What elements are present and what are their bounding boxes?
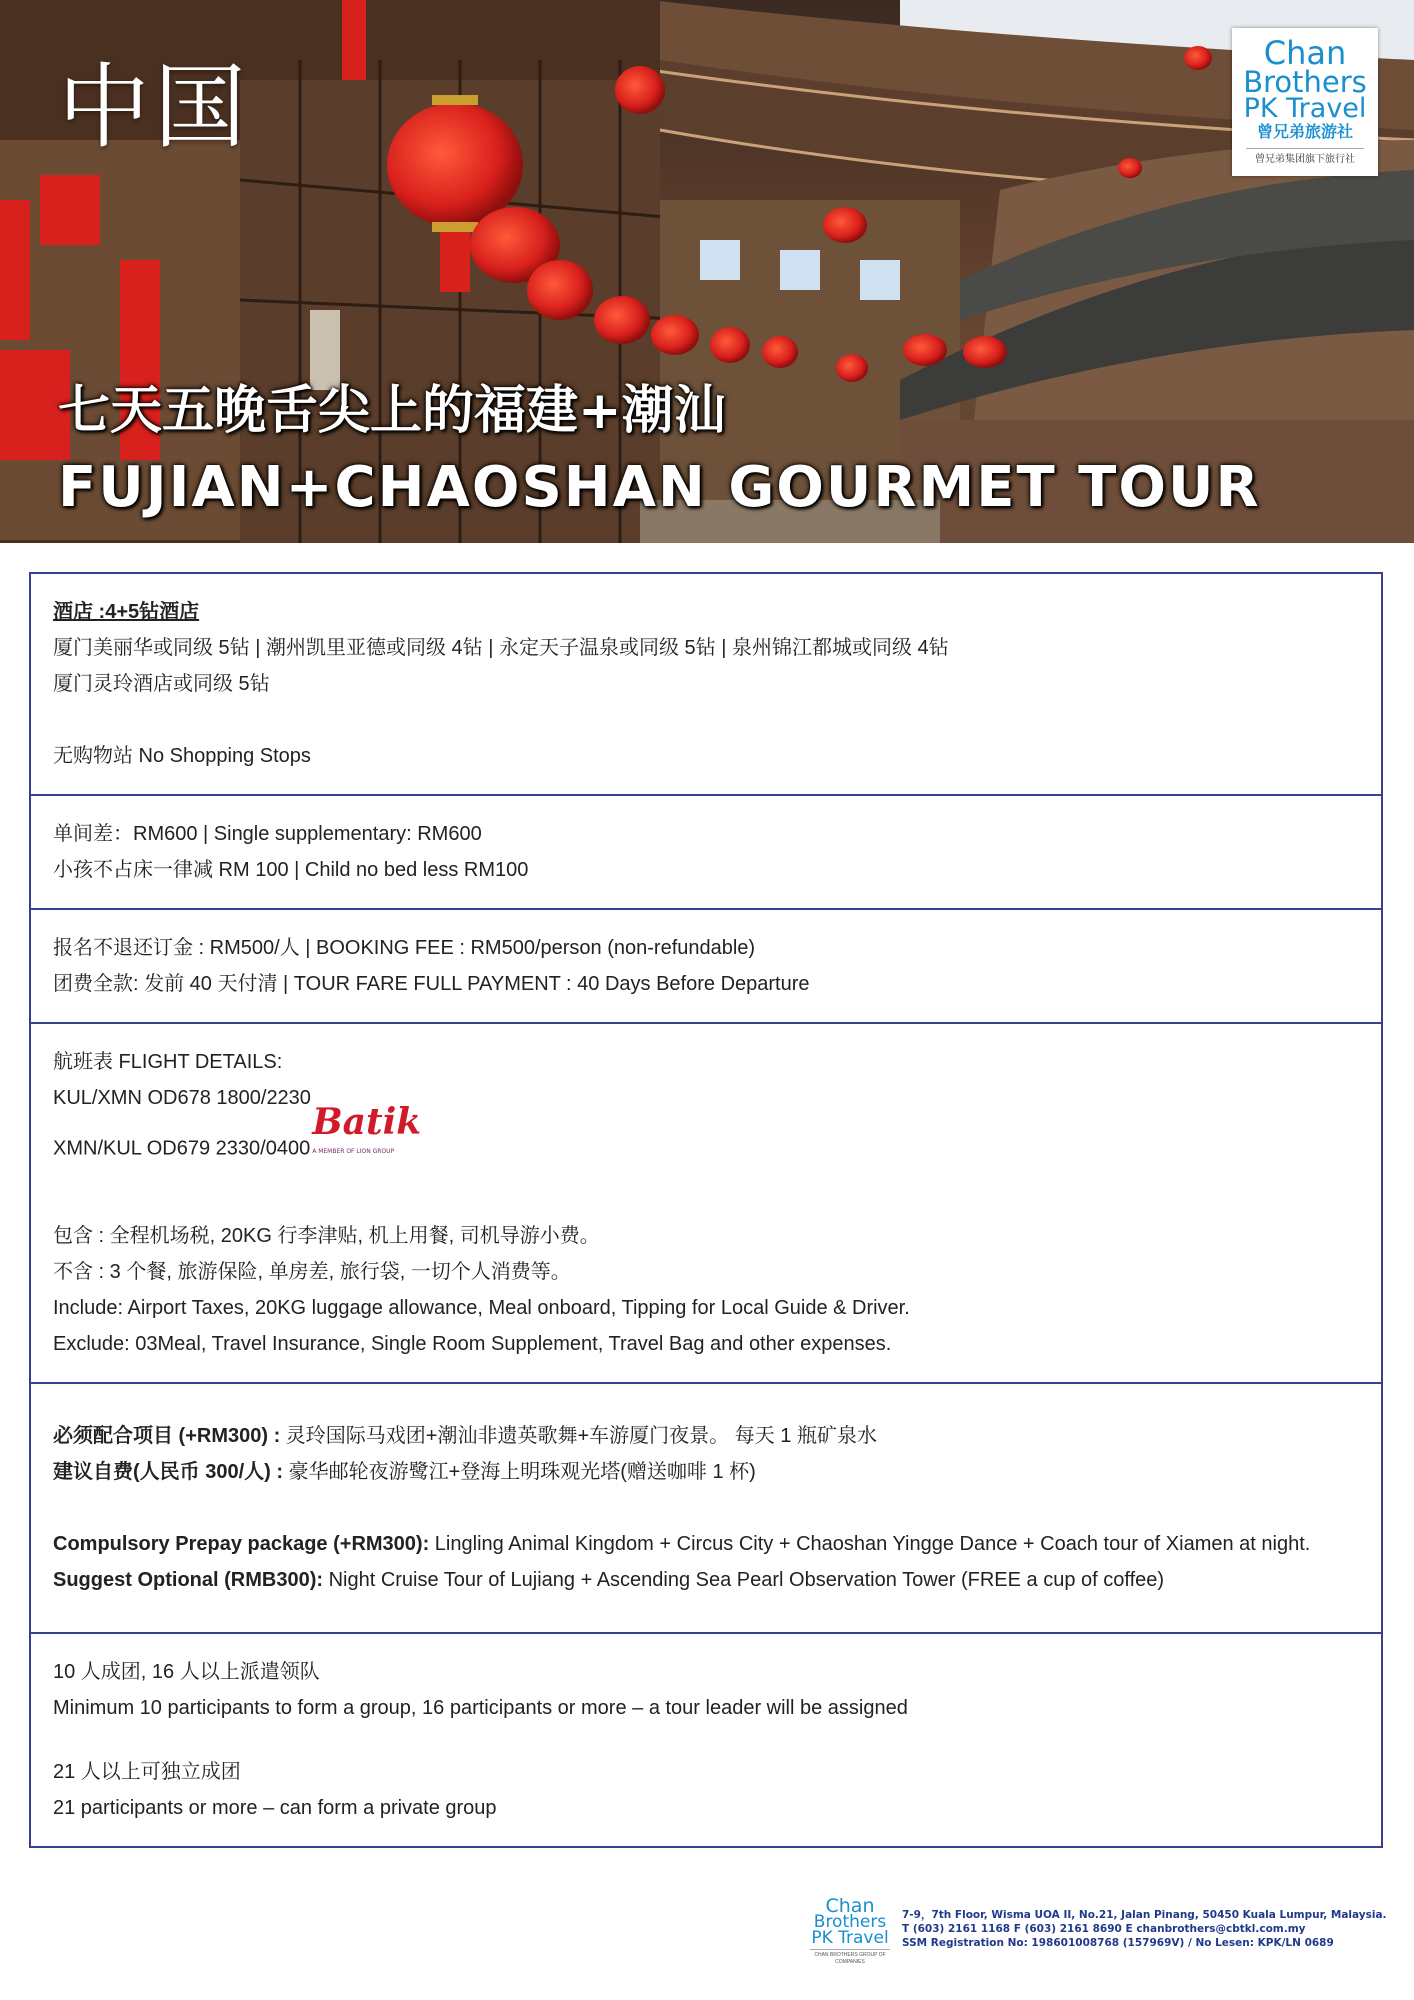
hotel-list-line: 厦门美丽华或同级 5钻 | 潮州凯里亚德或同级 4钻 | 永定天子温泉或同级 5钻 | 泉州锦江都城或同级 4钻 <box>53 637 949 659</box>
group-min-cn: 10 人成团, 16 人以上派遣领队 <box>53 1661 320 1683</box>
exclude-cn: 不含 : 3 个餐, 旅游保险, 单房差, 旅行袋, 一切个人消费等。 <box>53 1261 571 1283</box>
brand-logo <box>1232 28 1378 176</box>
hotel-list-line: 厦门灵玲酒店或同级 5钻 <box>53 673 270 695</box>
hotel-section <box>31 574 1381 796</box>
flight-section <box>31 1024 1381 1384</box>
tour-title-en: FUJIAN+CHAOSHAN GOURMET TOUR <box>58 455 1261 520</box>
private-group-cn: 21 人以上可独立成团 <box>53 1761 241 1783</box>
airline-logo-text: Batik <box>312 1101 422 1143</box>
include-en: Include: Airport Taxes, 20KG luggage allowance, Meal onboard, Tipping for Local Guide & Driver. <box>53 1297 910 1319</box>
footer-logo-line: Brothers <box>813 1912 887 1932</box>
optional-en-text: Night Cruise Tour of Lujiang + Ascending Sea Pearl Observation Tower (FREE a cup of coffee) <box>323 1569 1165 1591</box>
flight-outbound: KUL/XMN OD678 1800/2230 <box>53 1087 311 1109</box>
footer-address: 7-9，7th Floor, Wisma UOA II, No.21, Jalan Pinang, 50450 Kuala Lumpur, Malaysia. <box>902 1909 1387 1921</box>
footer-logo-line: PK Travel <box>811 1928 889 1948</box>
packages-section <box>31 1384 1381 1634</box>
logo-line: Brothers <box>1243 65 1367 99</box>
single-supplement: 单间差：RM600 | Single supplementary: RM600 <box>53 823 482 845</box>
compulsory-en-label: Compulsory Prepay package (+RM300): <box>53 1533 430 1555</box>
full-payment: 团费全款: 发前 40 天付清 | TOUR FARE FULL PAYMENT : 40 Days Before Departure <box>53 973 810 995</box>
optional-cn-label: 建议自费(人民币 300/人) : <box>53 1461 284 1483</box>
flight-heading: 航班表 FLIGHT DETAILS: <box>53 1051 283 1073</box>
booking-fee: 报名不退还订金 : RM500/人 | BOOKING FEE : RM500/person (non-refundable) <box>53 937 756 959</box>
hotel-heading: 酒店 :4+5钻酒店 <box>53 601 200 623</box>
exclude-en: Exclude: 03Meal, Travel Insurance, Single Room Supplement, Travel Bag and other expenses. <box>53 1333 892 1355</box>
compulsory-cn-text: 灵玲国际马戏团+潮汕非遗英歌舞+车游厦门夜景。 每天 1 瓶矿泉水 <box>280 1425 877 1447</box>
child-no-bed: 小孩不占床一律减 RM 100 | Child no bed less RM100 <box>53 859 529 881</box>
tour-title-cn: 七天五晚舌尖上的福建+潮汕 <box>58 381 726 441</box>
country-title: 中国 <box>58 54 251 161</box>
compulsory-cn-label: 必须配合项目 (+RM300) : <box>53 1425 281 1447</box>
airline-logo-sub: A MEMBER OF LION GROUP <box>312 1148 395 1155</box>
logo-line: Chan <box>1263 34 1347 72</box>
group-section <box>31 1634 1381 1846</box>
footer-logo-line: Chan <box>825 1895 875 1917</box>
group-min-en: Minimum 10 participants to form a group, 16 participants or more – a tour leader will be assigned <box>53 1697 908 1719</box>
booking-section <box>31 910 1381 1024</box>
footer-phone-email: T (603) 2161 1168 F (603) 2161 8690 E chanbrothers@cbtkl.com.my <box>902 1923 1306 1935</box>
logo-tagline: 曾兄弟集团旗下旅行社 <box>1246 148 1364 167</box>
optional-cn-text: 豪华邮轮夜游鹭江+登海上明珠观光塔(赠送咖啡 1 杯) <box>283 1461 756 1483</box>
tour-details-box <box>29 572 1383 1848</box>
supplement-section <box>31 796 1381 910</box>
footer-logo-tagline: CHAN BROTHERS GROUP OF COMPANIES <box>810 1949 890 1966</box>
footer-contact <box>902 1908 1387 1950</box>
flight-return: XMN/KUL OD679 2330/0400 <box>53 1137 311 1160</box>
footer-logo <box>810 1895 890 1966</box>
private-group-en: 21 participants or more – can form a private group <box>53 1797 497 1819</box>
footer-registration: SSM Registration No: 198601008768 (157969V) / No Lesen: KPK/LN 0689 <box>902 1937 1334 1949</box>
logo-line: PK Travel <box>1243 93 1367 124</box>
logo-line: 曾兄弟旅游社 <box>1256 122 1353 141</box>
compulsory-en-text: Lingling Animal Kingdom + Circus City + Chaoshan Yingge Dance + Coach tour of Xiamen at night. <box>429 1533 1311 1555</box>
optional-en-label: Suggest Optional (RMB300): <box>53 1569 324 1591</box>
airline-logo <box>312 1101 422 1170</box>
no-shopping-note: 无购物站 No Shopping Stops <box>53 745 311 767</box>
hero-banner <box>0 0 1414 543</box>
include-cn: 包含 : 全程机场税, 20KG 行李津贴, 机上用餐, 司机导游小费。 <box>53 1225 600 1247</box>
